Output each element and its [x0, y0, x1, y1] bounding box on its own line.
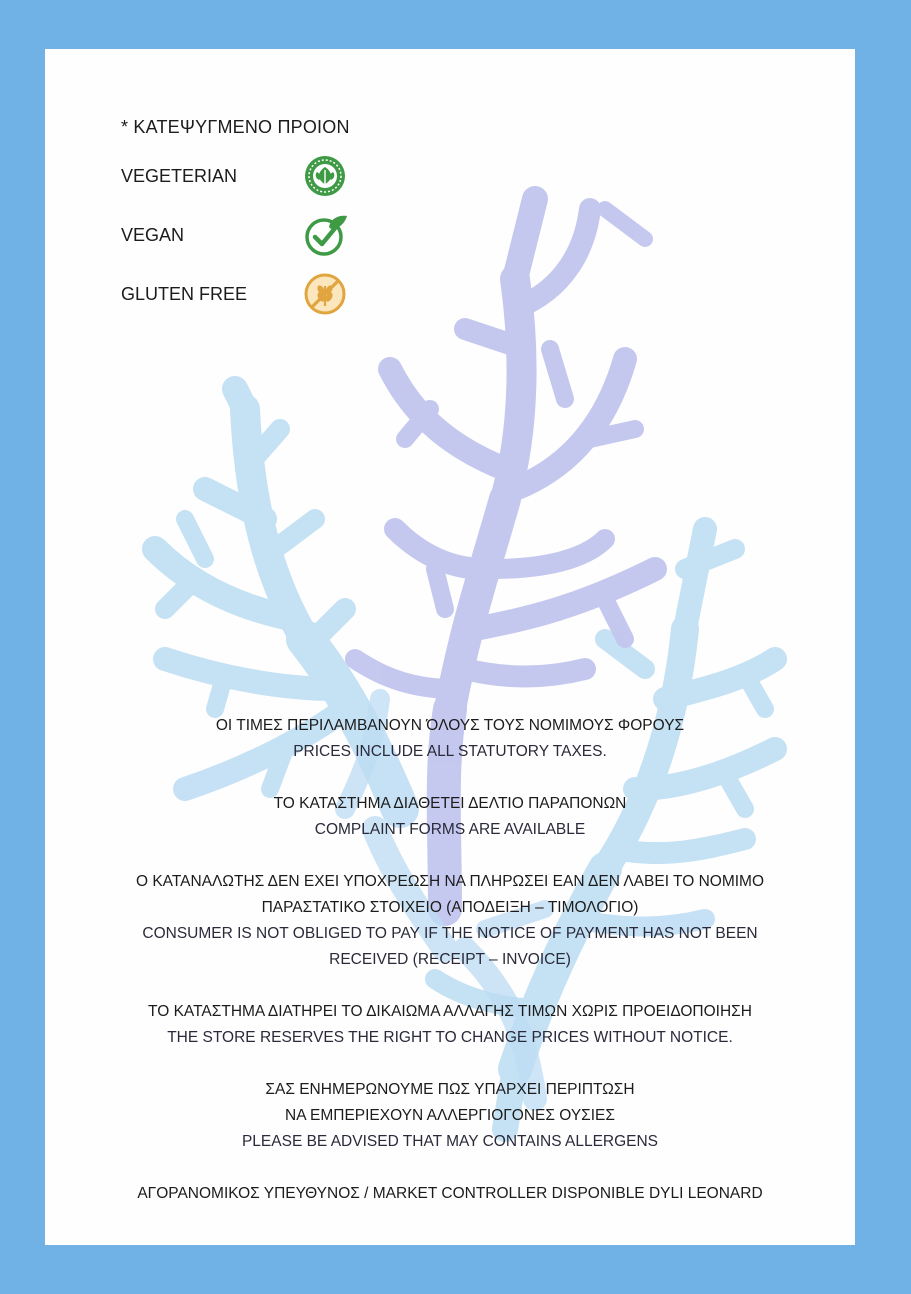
legend-item-gluten-free	[121, 284, 350, 343]
legend-label-vegan: VEGAN	[121, 225, 185, 245]
notice-allergens	[45, 1077, 855, 1155]
notice-price-change-english: THE STORE RESERVES THE RIGHT TO CHANGE PRICES WITHOUT NOTICE.	[167, 1029, 733, 1046]
legend-label-gluten-free: GLUTEN FREE	[121, 284, 248, 304]
notice-taxes	[45, 713, 855, 765]
notice-taxes-english: PRICES INCLUDE ALL STATUTORY TAXES.	[293, 743, 607, 760]
notice-allergens-greek-line-2: ΝΑ ΕΜΠΕΡΙΕΧΟΥΝ ΑΛΛΕΡΓΙΟΓΟΝΕΣ ΟΥΣΙΕΣ	[285, 1107, 615, 1124]
notice-receipt-greek-line-1: Ο ΚΑΤΑΝΑΛΩΤΗΣ ΔΕΝ ΕΧΕΙ ΥΠΟΧΡΕΩΣΗ ΝΑ ΠΛΗΡΩΣΕΙ ΕΑΝ ΔΕΝ ΛΑΒΕΙ ΤΟ ΝΟΜΙΜΟ	[135, 873, 765, 890]
notice-taxes-greek: ΟΙ ΤΙΜΕΣ ΠΕΡΙΛΑΜΒΑΝΟΥΝ ΌΛΟΥΣ ΤΟΥΣ ΝΟΜΙΜΟΥΣ ΦΟΡΟΥΣ	[215, 717, 685, 734]
market-controller-footer: ΑΓΟΡΑΝΟΜΙΚΟΣ ΥΠΕΥΘΥΝΟΣ / MARKET CONTROLLER DISPONIBLE DYLI LEONARD	[137, 1185, 763, 1202]
notice-price-change-greek: ΤΟ ΚΑΤΑΣΤΗΜΑ ΔΙΑΤΗΡΕΙ ΤΟ ΔΙΚΑΙΩΜΑ ΑΛΛΑΓΗΣ ΤΙΜΩΝ ΧΩΡΙΣ ΠΡΟΕΙΔΟΠΟΙΗΣΗ	[148, 1003, 752, 1020]
notice-receipt-greek-line-2: ΠΑΡΑΣΤΑΤΙΚΟ ΣΤΟΙΧΕΙΟ (ΑΠΟΔΕΙΞΗ – ΤΙΜΟΛΟΓΙΟ)	[261, 899, 639, 916]
legend-label-vegetarian: VEGETERIAN	[121, 166, 238, 186]
legend-title: * ΚΑΤΕΨΥΓΜΕΝΟ ΠΡΟΙΟΝ	[121, 117, 350, 137]
notice-complaints-greek: ΤΟ ΚΑΤΑΣΤΗΜΑ ΔΙΑΘΕΤΕΙ ΔΕΛΤΙΟ ΠΑΡΑΠΟΝΩΝ	[273, 795, 627, 812]
legal-notices	[45, 713, 855, 1223]
gluten-free-wheat-icon	[303, 272, 347, 316]
notice-allergens-english: PLEASE BE ADVISED THAT MAY CONTAINS ALLERGENS	[241, 1133, 659, 1150]
vegetarian-leaf-icon	[303, 154, 347, 198]
notice-receipt-english-line-1: CONSUMER IS NOT OBLIGED TO PAY IF THE NOTICE OF PAYMENT HAS NOT BEEN	[142, 925, 758, 942]
notice-price-change	[45, 999, 855, 1051]
notice-receipt-english-line-2: RECEIVED (RECEIPT – INVOICE)	[329, 951, 571, 968]
dietary-legend	[121, 117, 350, 343]
notice-complaints	[45, 791, 855, 843]
vegan-check-leaf-icon	[303, 213, 347, 257]
notice-sheet	[45, 49, 855, 1245]
notice-allergens-greek-line-1: ΣΑΣ ΕΝΗΜΕΡΩΝΟΥΜΕ ΠΩΣ ΥΠΑΡΧΕΙ ΠΕΡΙΠΤΩΣΗ	[265, 1081, 635, 1098]
notice-complaints-english: COMPLAINT FORMS ARE AVAILABLE	[314, 821, 586, 838]
notice-receipt	[45, 869, 855, 973]
